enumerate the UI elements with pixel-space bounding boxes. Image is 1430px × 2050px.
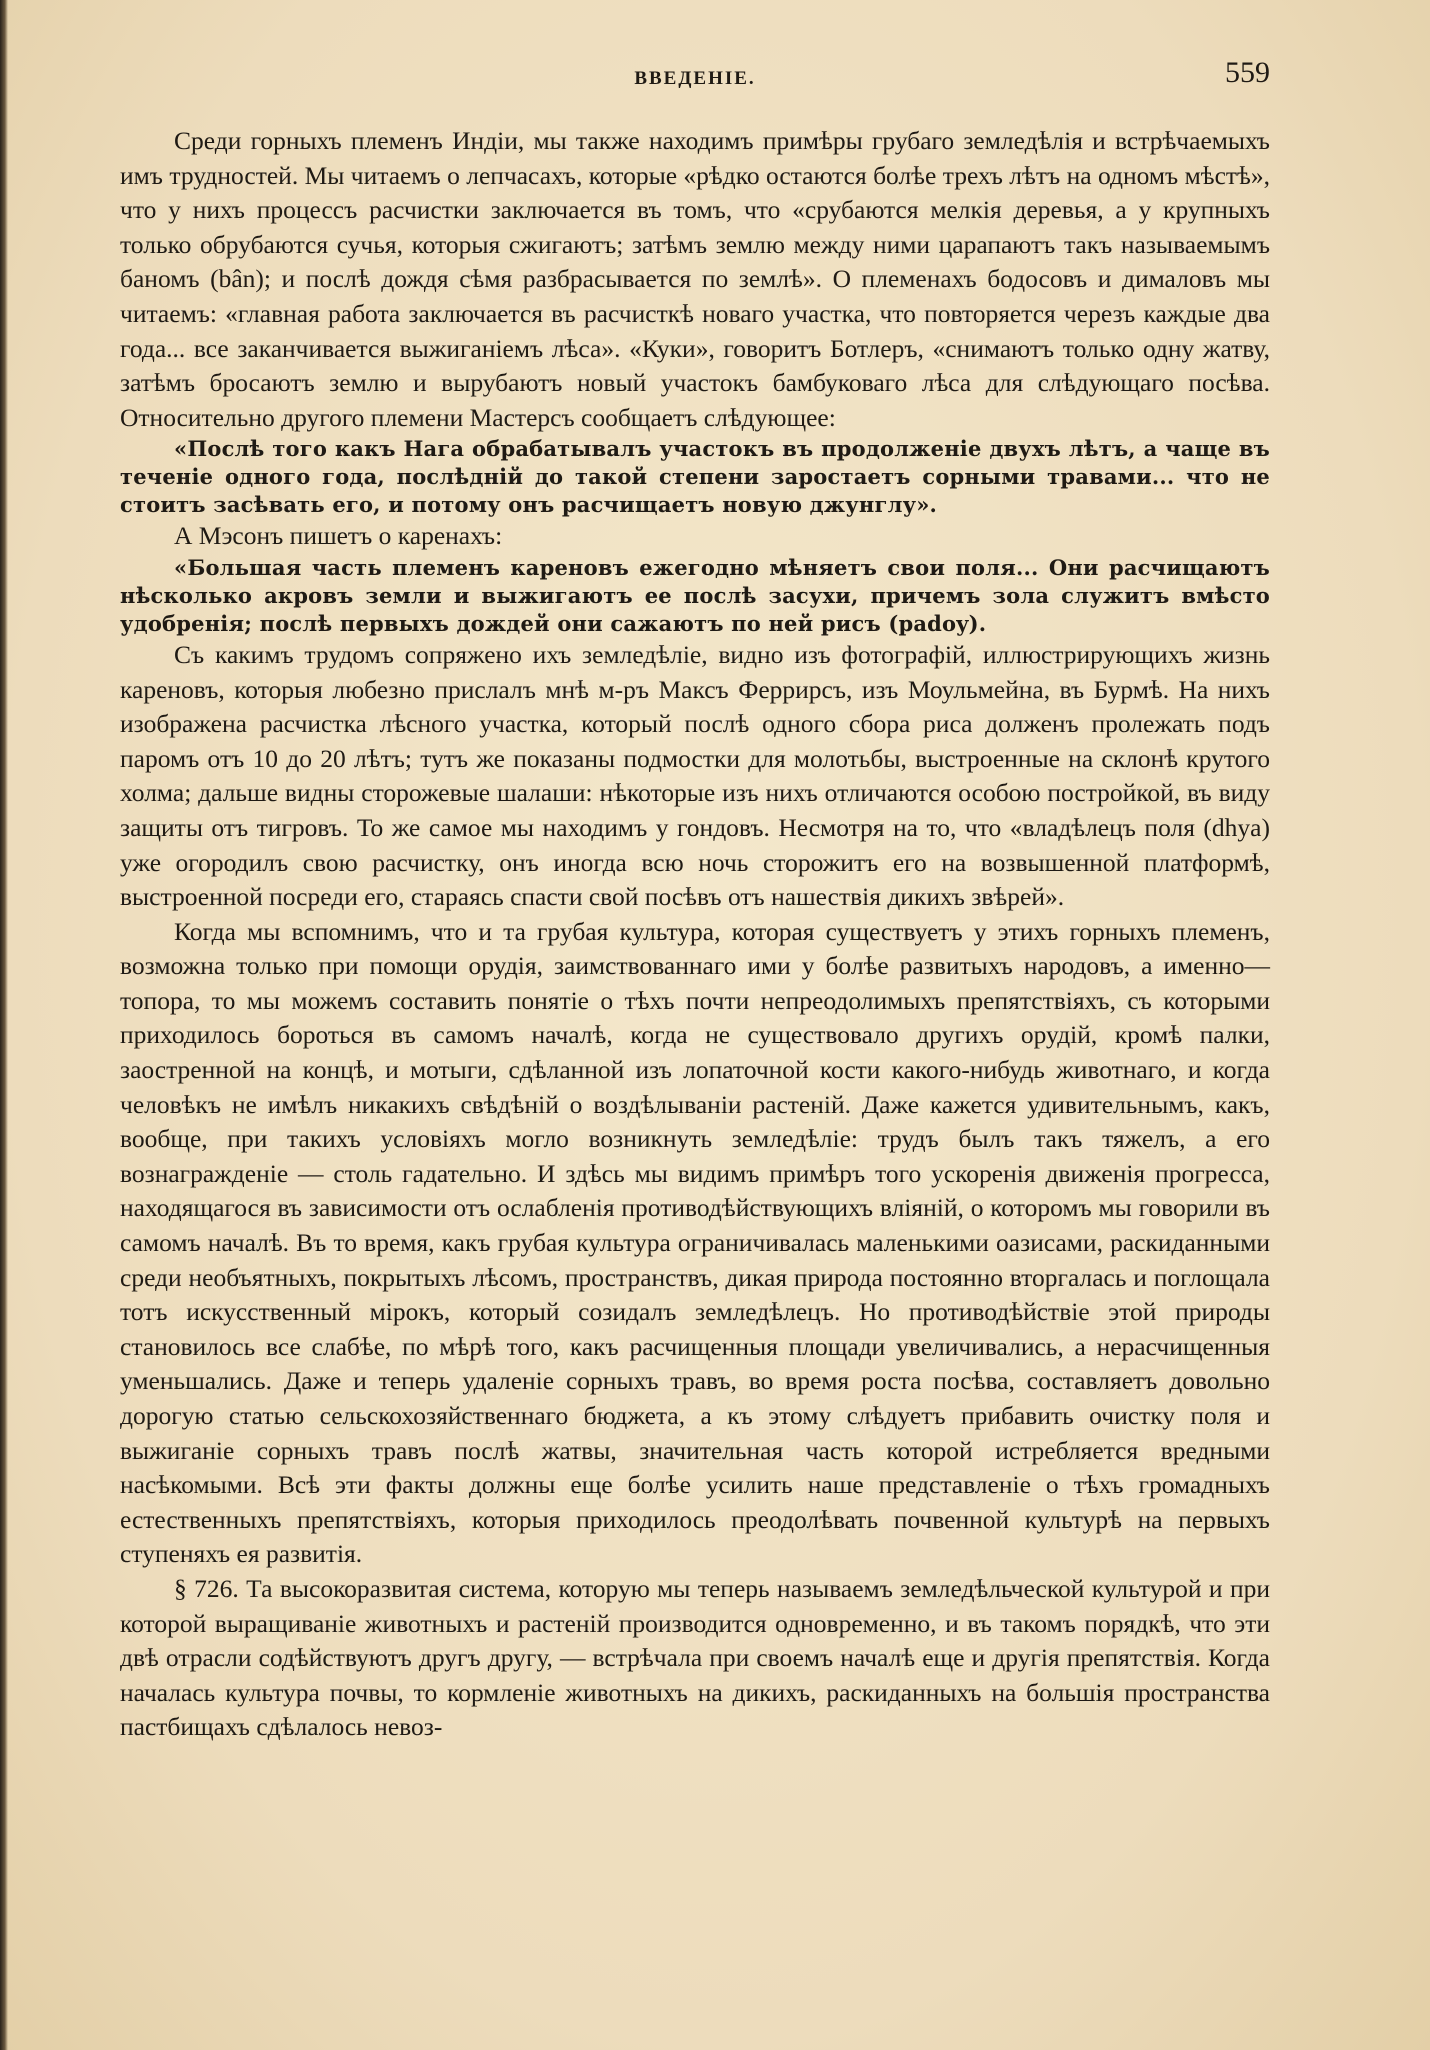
- paragraph-crude-culture: Когда мы вспомнимъ, что и та грубая культура, которая существуетъ у этихъ горныхъ племенъ, возможна только при помощи орудія, заимствованнаго ими у болѣе развитыхъ народовъ, а именно—топора, то мы можемъ составить понятіе о тѣхъ почти непреодолимыхъ препятствіяхъ, съ которыми приходилось бороться въ самомъ началѣ, когда не существовало другихъ орудій, кромѣ палки, заостренной на концѣ, и мотыги, сдѣланной изъ лопаточной кости какого-нибудь животнаго, и когда человѣкъ не имѣлъ никакихъ свѣдѣній о воздѣлываніи растеній. Даже кажется удивительнымъ, какъ, вообще, при такихъ условіяхъ могло возникнуть земледѣліе: трудъ былъ такъ тяжелъ, а его вознагражденіе — столь гадательно. И здѣсь мы видимъ примѣръ того ускоренія движенія прогресса, находящагося въ зависимости отъ ослабленія противодѣйствующихъ вліяній, о которомъ мы говорили въ самомъ началѣ. Въ то время, какъ грубая культура ограничивалась маленькими оазисами, раскиданными среди необъятныхъ, покрытыхъ лѣсомъ, пространствъ, дикая природа постоянно вторгалась и поглощала тотъ искусственный мірокъ, который созидалъ земледѣлецъ. Но противодѣйствіе этой природы становилось все слабѣе, по мѣрѣ того, какъ расчищенныя площади увеличивались, а нерасчищенныя уменьшались. Даже и теперь удаленіе сорныхъ травъ, во время роста посѣва, составляетъ довольно дорогую статью сельскохозяйственнаго бюджета, а къ этому слѣдуетъ прибавить очистку поля и выжиганіе сорныхъ травъ послѣ жатвы, значительная часть которой истребляется вредными насѣкомыми. Всѣ эти факты должны еще болѣе усилить наше представленіе о тѣхъ громадныхъ естественныхъ препятствіяхъ, которыя приходилось преодолѣвать почвенной культурѣ на первыхъ ступеняхъ ея развитія.: [120, 916, 1270, 1569]
- page-number: 559: [1225, 56, 1270, 89]
- page-edge-shadow: [0, 0, 8, 2050]
- quote-naga: «Послѣ того какъ Нага обрабатывалъ участокъ въ продолженіе двухъ лѣтъ, а чаще въ теченіе одного года, послѣдній до такой степени заростаетъ сорными травами... что не стоитъ засѣвать его, и потому онъ расчищаетъ новую джунглу».: [120, 436, 1270, 518]
- page-header: [120, 56, 1270, 96]
- page-body: [120, 124, 1270, 1745]
- running-title: ВВЕДЕНІЕ.: [634, 68, 756, 89]
- paragraph-karen-photos: Съ какимъ трудомъ сопряжено ихъ земледѣліе, видно изъ фотографій, иллюстрирующихъ жизнь кареновъ, которыя любезно прислалъ мнѣ м-ръ Максъ Феррирсъ, изъ Моульмейна, въ Бурмѣ. На нихъ изображена расчистка лѣсного участка, который послѣ одного сбора риса долженъ пролежать подъ паромъ отъ 10 до 20 лѣтъ; тутъ же показаны подмостки для молотьбы, выстроенные на склонѣ крутого холма; дальше видны сторожевые шалаши: нѣкоторые изъ нихъ отличаются особою постройкой, въ виду защиты отъ тигровъ. То же самое мы находимъ у гондовъ. Несмотря на то, что «владѣлецъ поля (dhya) уже огородилъ свою расчистку, онъ иногда всю ночь сторожитъ его на возвышенной платформѣ, выстроенной посреди его, стараясь спасти свой посѣвъ отъ нашествія дикихъ звѣрей».: [120, 639, 1270, 912]
- paragraph-indian-tribes: Среди горныхъ племенъ Индіи, мы также находимъ примѣры грубаго земледѣлія и встрѣчаемыхъ имъ трудностей. Мы читаемъ о лепчасахъ, которые «рѣдко остаются болѣе трехъ лѣтъ на одномъ мѣстѣ», что у нихъ процессъ расчистки заключается въ томъ, что «срубаются мелкія деревья, а у крупныхъ только обрубаются сучья, которыя сжигаютъ; затѣмъ землю между ними царапаютъ такъ называемымъ баномъ (bân); и послѣ дождя сѣмя разбрасывается по землѣ». О племенахъ бодосовъ и дималовъ мы читаемъ: «главная работа заключается въ расчисткѣ новаго участка, что повторяется черезъ каждые два года... все заканчивается выжиганіемъ лѣса». «Куки», говоритъ Ботлеръ, «снимаютъ только одну жатву, затѣмъ бросаютъ землю и вырубаютъ новый участокъ бамбуковаго лѣса для слѣдующаго посѣва. Относительно другого племени Мастерсъ сообщаетъ слѣдующее:: [120, 126, 1270, 432]
- paragraph-section-726: § 726. Та высокоразвитая система, которую мы теперь называемъ земледѣльческой культурой и при которой выращиваніе животныхъ и растеній производится одновременно, и въ такомъ порядкѣ, что эти двѣ отрасли содѣйствуютъ другъ другу, — встрѣчала при своемъ началѣ еще и другія препятствія. Когда началась культура почвы, то кормленіе животныхъ на дикихъ, раскиданныхъ на большія пространства пастбищахъ сдѣлалось невоз-: [120, 1573, 1270, 1742]
- quote-karens: «Большая часть племенъ кареновъ ежегодно мѣняетъ свои поля... Они расчищаютъ нѣсколько акровъ земли и выжигаютъ ее послѣ засухи, причемъ зола служитъ вмѣсто удобренія; послѣ первыхъ дождей они сажаютъ по ней рисъ (padoy).: [120, 554, 1270, 636]
- paragraph-mason-intro: А Мэсонъ пишетъ о каренахъ:: [174, 521, 503, 551]
